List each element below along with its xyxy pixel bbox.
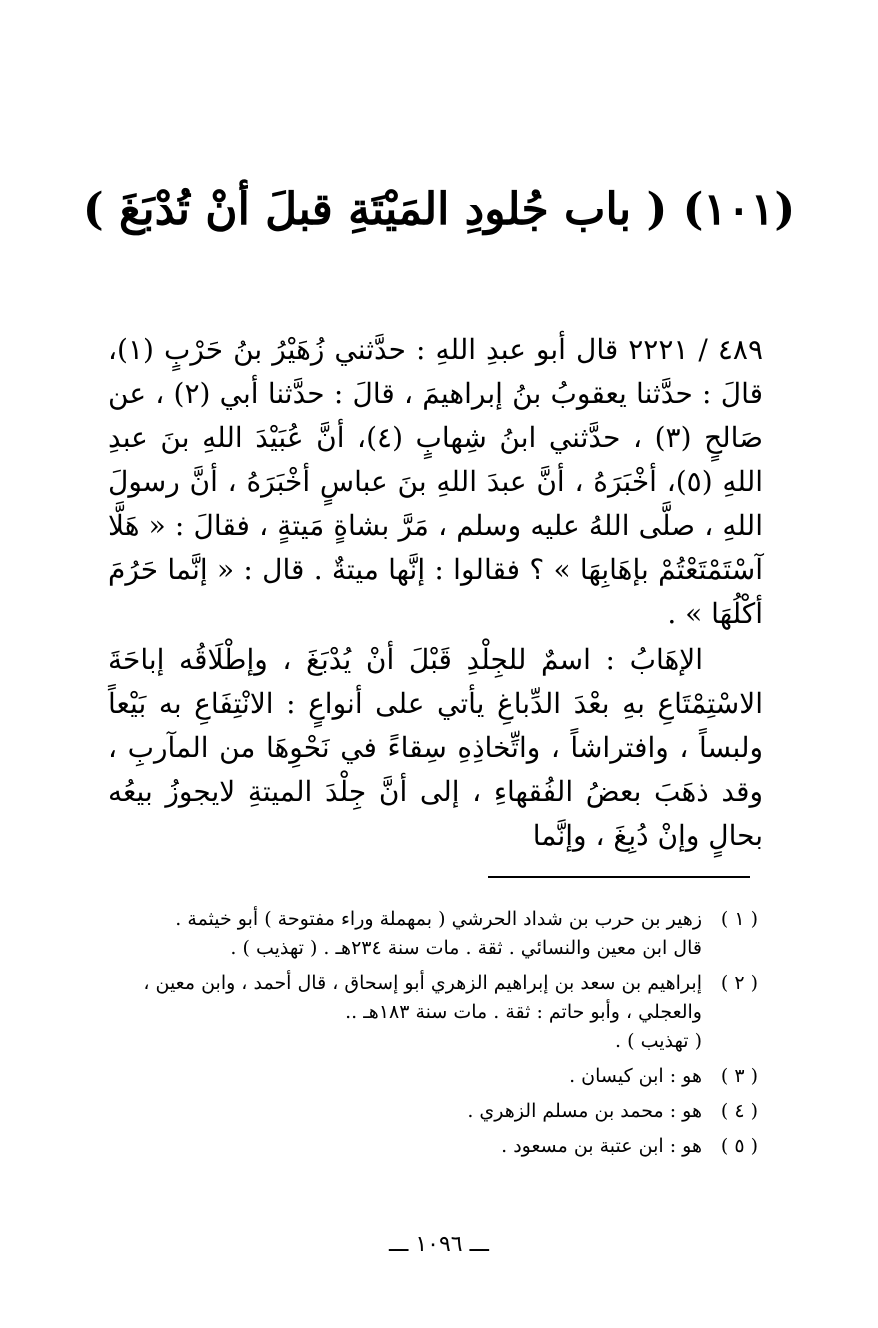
- footnote-text: [88, 969, 702, 1056]
- commentary-text: الإهَابُ : اسمٌ للجِلْدِ قَبْلَ أنْ يُدْبَغَ ، وإطْلَاقُه إباحَةَ الاسْتِمْتَاعِ بهِ بعْدَ الدِّباغِ يأتي على أنواعٍ : الانْتِفَاعِ به بَيْعاً ولبساً ، وافتراشاً ، واتِّخاذِهِ سِقاءً في نَحْوِهَا من المآربِ ، وقد ذهَبَ بعضُ الفُقهاءِ ، إلى أنَّ جِلْدَ الميتةِ لايجوزُ بيعُه بحالٍ وإنْ دُبِغَ ، وإنَّما: [108, 643, 763, 852]
- footnote-line: هو : ابن عتبة بن مسعود .: [501, 1135, 702, 1157]
- footnote-line: زهير بن حرب بن شداد الحرشي ( بمهملة وراء مفتوحة ) أبو خيثمة .: [175, 908, 702, 930]
- footnote-line: هو : ابن كيسان .: [569, 1065, 702, 1087]
- hadith-paragraph: [108, 328, 763, 636]
- footnote-number: ( ٣ ): [720, 1065, 758, 1087]
- footnote-3: [88, 1062, 758, 1091]
- commentary-paragraph: [108, 638, 763, 858]
- footnote-line: إبراهيم بن سعد بن إبراهيم الزهري أبو إسحاق ، قال أحمد ، وابن معين ،: [143, 972, 702, 994]
- footnote-4: [88, 1097, 758, 1126]
- footnotes: [88, 905, 758, 1167]
- footnote-separator: [488, 876, 750, 878]
- hadith-text: ٤٨٩ / ٢٢٢١ قال أبو عبدِ اللهِ : حدَّثني زُهَيْرُ بنُ حَرْبٍ (١)، قالَ : حدَّثنا يعقوبُ بنُ إبراهيمَ ، قالَ : حدَّثنا أبي (٢) ، عن صَالحٍ (٣) ، حدَّثني ابنُ شِهابٍ (٤)، أنَّ عُبَيْدَ اللهِ بنَ عبدِ اللهِ (٥)، أخْبَرَهُ ، أنَّ عبدَ اللهِ بنَ عباسٍ أخْبَرَهُ ، أنَّ رسولَ اللهِ ، صلَّى اللهُ عليه وسلم ، مَرَّ بشاةٍ مَيتةٍ ، فقالَ : « هَلَّا آسْتَمْتَعْتُمْ بإهَابِهَا » ؟ فقالوا : إنَّها ميتةٌ . قال : « إنَّما حَرُمَ أكْلُهَا » .: [108, 333, 763, 630]
- footnote-number: ( ٤ ): [720, 1100, 758, 1122]
- footnote-text: [88, 905, 702, 963]
- footnote-number: ( ١ ): [720, 908, 758, 930]
- page-number: ـــ ١٠٩٦ ـــ: [389, 1232, 489, 1257]
- footnote-text: [88, 1097, 702, 1126]
- footnote-line: والعجلي ، وأبو حاتم : ثقة . مات سنة ١٨٣هـ ..: [345, 1001, 702, 1023]
- footnote-text: [88, 1132, 702, 1161]
- commentary-wrapper: [108, 638, 763, 858]
- footnote-2: [88, 969, 758, 1056]
- footnote-line: قال ابن معين والنسائي . ثقة . مات سنة ٢٣٤هـ . ( تهذيب ) .: [230, 937, 702, 959]
- footnote-number: ( ٥ ): [720, 1135, 758, 1157]
- footnote-line: ( تهذيب ) .: [615, 1030, 702, 1052]
- footnote-line: هو : محمد بن مسلم الزهري .: [467, 1100, 702, 1122]
- chapter-title: (١٠١) ( باب جُلودِ المَيْتَةِ قبلَ أنْ تُدْبَغَ ): [82, 184, 796, 235]
- footnote-5: [88, 1132, 758, 1161]
- footnote-number: ( ٢ ): [720, 972, 758, 994]
- footnote-text: [88, 1062, 702, 1091]
- footnote-1: [88, 905, 758, 963]
